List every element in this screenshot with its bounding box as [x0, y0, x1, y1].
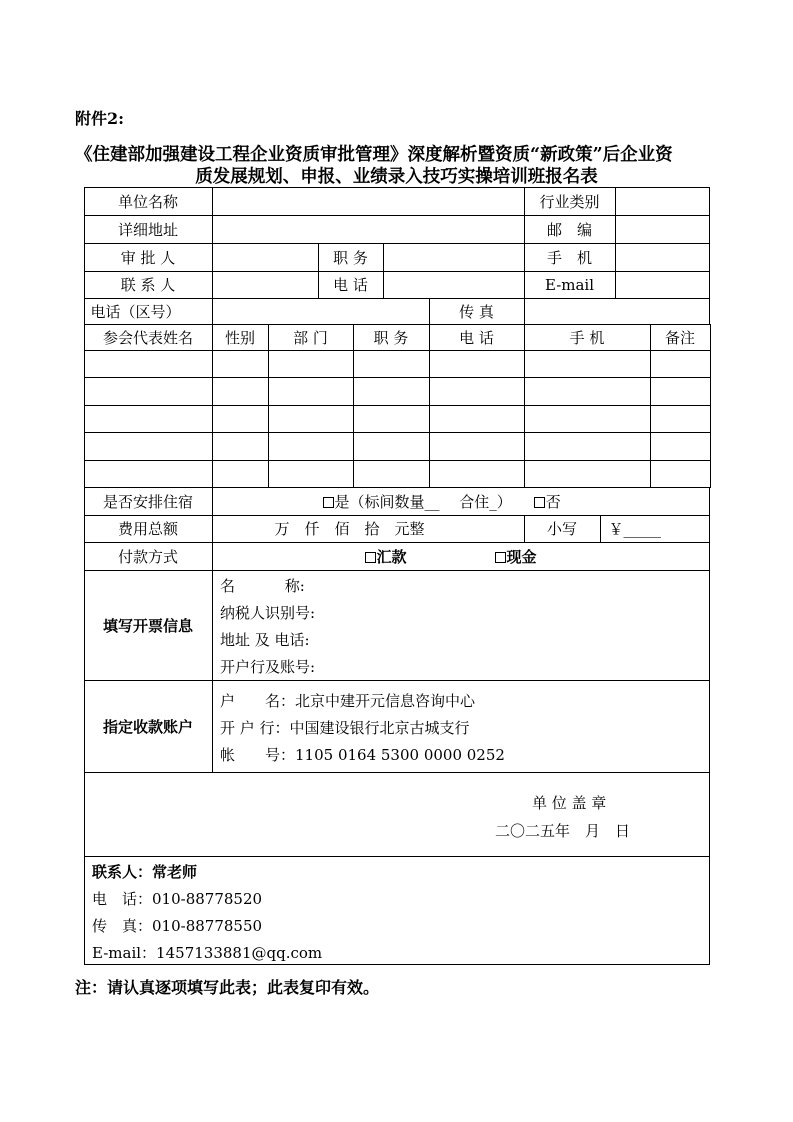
label-unit-name: 单位名称 — [84, 187, 213, 216]
checkbox-icon — [323, 497, 334, 508]
address-field[interactable] — [212, 215, 525, 244]
label-contact: 联 系 人 — [84, 271, 213, 299]
attendee-cell[interactable] — [524, 350, 651, 378]
position-field[interactable] — [383, 243, 525, 272]
account-bank: 开 户 行：中国建设银行北京古城支行 — [220, 719, 470, 737]
attendee-cell[interactable] — [429, 350, 525, 378]
label-lodging: 是否安排住宿 — [84, 487, 213, 516]
title-line-1: 《住建部加强建设工程企业资质审批管理》深度解析暨资质“新政策”后企业资 — [75, 145, 673, 165]
contact-fax: 传 真：010-88778550 — [92, 917, 263, 935]
attendee-cell[interactable] — [524, 432, 651, 461]
unit-name-field[interactable] — [212, 187, 525, 216]
label-payment: 付款方式 — [84, 542, 213, 571]
phone-field[interactable] — [383, 271, 525, 299]
checkbox-icon — [495, 552, 506, 563]
attendee-header: 参会代表姓名 — [84, 324, 213, 351]
attendee-header: 职 务 — [353, 324, 430, 351]
contact-person: 联系人：常老师 — [92, 863, 198, 881]
phone-area-field[interactable] — [212, 298, 430, 325]
attendee-cell[interactable] — [353, 405, 430, 433]
email-field[interactable] — [615, 271, 710, 299]
attendee-header: 性别 — [212, 324, 269, 351]
attendee-header: 电 话 — [429, 324, 525, 351]
contact-field[interactable] — [212, 271, 319, 299]
attendee-cell[interactable] — [353, 350, 430, 378]
label-fee: 费用总额 — [84, 515, 213, 543]
industry-field[interactable] — [615, 187, 710, 216]
attendee-cell[interactable] — [84, 460, 213, 488]
label-mobile: 手 机 — [524, 243, 616, 272]
lodging-yes-checkbox[interactable] — [323, 491, 512, 512]
invoice-line-address: 地址 及 电话: — [220, 631, 310, 649]
seal-area — [84, 772, 710, 857]
fee-small-field[interactable]: ￥_____ — [600, 515, 710, 543]
attachment-label: 附件2: — [75, 109, 125, 128]
label-email: E-mail — [524, 271, 616, 299]
attendee-cell[interactable] — [268, 460, 354, 488]
contact-phone: 电 话：010-88778520 — [92, 890, 263, 908]
checkbox-icon — [534, 497, 545, 508]
lodging-yes-label: 是（标间数量__ 合住_） — [334, 492, 512, 511]
attendee-cell[interactable] — [429, 460, 525, 488]
attendee-cell[interactable] — [212, 432, 269, 461]
attendee-header: 手 机 — [524, 324, 651, 351]
invoice-line-tax-id: 纳税人识别号: — [220, 604, 316, 622]
label-invoice: 填写开票信息 — [84, 570, 213, 681]
attendee-cell[interactable] — [212, 377, 269, 406]
lodging-options — [212, 487, 710, 516]
account-name: 户 名：北京中建开元信息咨询中心 — [220, 692, 476, 710]
attendee-cell[interactable] — [353, 432, 430, 461]
attendee-cell[interactable] — [429, 377, 525, 406]
lodging-no-checkbox[interactable] — [534, 491, 561, 512]
attendee-cell[interactable] — [84, 405, 213, 433]
attendee-header: 备注 — [650, 324, 711, 351]
payment-transfer-checkbox[interactable] — [365, 546, 407, 567]
attendee-cell[interactable] — [212, 405, 269, 433]
attendee-cell[interactable] — [268, 405, 354, 433]
attendee-cell[interactable] — [84, 432, 213, 461]
attendee-cell[interactable] — [524, 405, 651, 433]
seal-label: 单 位 盖 章 — [532, 794, 607, 812]
mobile-field[interactable] — [615, 243, 710, 272]
attendee-cell[interactable] — [650, 405, 711, 433]
attendee-cell[interactable] — [84, 350, 213, 378]
attendee-cell[interactable] — [650, 432, 711, 461]
label-phone: 电 话 — [318, 271, 384, 299]
attendee-cell[interactable] — [268, 432, 354, 461]
attendee-cell[interactable] — [84, 377, 213, 406]
payment-options — [212, 542, 710, 571]
title-line-2: 质发展规划、申报、业绩录入技巧实操培训班报名表 — [195, 167, 598, 187]
attendee-cell[interactable] — [212, 460, 269, 488]
label-position: 职 务 — [318, 243, 384, 272]
payment-cash-checkbox[interactable] — [495, 546, 537, 567]
label-address: 详细地址 — [84, 215, 213, 244]
postcode-field[interactable] — [615, 215, 710, 244]
label-industry: 行业类别 — [524, 187, 616, 216]
attendee-cell[interactable] — [353, 377, 430, 406]
invoice-line-name: 名 称: — [220, 577, 305, 595]
attendee-cell[interactable] — [268, 350, 354, 378]
attendee-cell[interactable] — [650, 460, 711, 488]
label-postcode: 邮 编 — [524, 215, 616, 244]
account-number: 帐 号：1105 0164 5300 0000 0252 — [220, 746, 505, 764]
attendee-cell[interactable] — [524, 377, 651, 406]
attendee-cell[interactable] — [650, 350, 711, 378]
attendee-cell[interactable] — [353, 460, 430, 488]
fax-field[interactable] — [524, 298, 710, 325]
note: 注：请认真逐项填写此表；此表复印有效。 — [75, 978, 380, 997]
checkbox-icon — [365, 552, 376, 563]
attendee-cell[interactable] — [268, 377, 354, 406]
label-fax: 传 真 — [429, 298, 525, 325]
label-fee-small: 小写 — [524, 515, 601, 543]
label-approver: 审 批 人 — [84, 243, 213, 272]
contact-email: E-mail：1457133881@qq.com — [92, 944, 323, 962]
attendee-cell[interactable] — [212, 350, 269, 378]
invoice-line-bank: 开户行及账号: — [220, 658, 316, 676]
attendee-cell[interactable] — [650, 377, 711, 406]
attendee-cell[interactable] — [429, 432, 525, 461]
payment-cash-label: 现金 — [506, 547, 537, 566]
label-phone-area: 电话（区号） — [84, 298, 213, 325]
attendee-cell[interactable] — [429, 405, 525, 433]
approver-field[interactable] — [212, 243, 319, 272]
seal-date: 二〇二五年 月 日 — [495, 822, 631, 840]
attendee-header: 部 门 — [268, 324, 354, 351]
fee-units-field[interactable]: 万 仟 佰 拾 元整 — [212, 515, 525, 543]
lodging-no-label: 否 — [545, 492, 561, 511]
attendee-cell[interactable] — [524, 460, 651, 488]
payment-transfer-label: 汇款 — [376, 547, 407, 566]
label-account: 指定收款账户 — [84, 680, 213, 773]
